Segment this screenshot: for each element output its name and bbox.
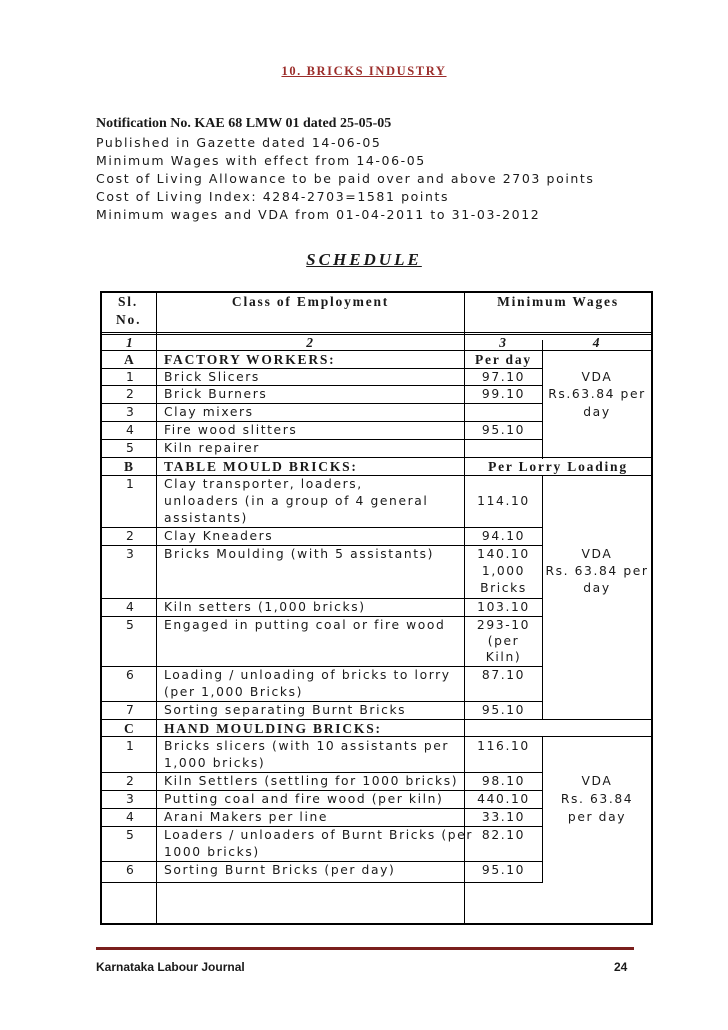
vda-b-amount: Rs. 63.84 per bbox=[545, 564, 649, 578]
row-rule bbox=[100, 598, 542, 599]
row-number: 1 bbox=[126, 370, 136, 384]
row-number: 4 bbox=[126, 810, 136, 824]
row-rate: 293-10 bbox=[476, 618, 531, 632]
row-rule bbox=[100, 882, 542, 883]
row-description: Bricks slicers (with 10 assistants per bbox=[164, 739, 450, 753]
row-number: 3 bbox=[126, 405, 136, 419]
row-description: Kiln setters (1,000 bricks) bbox=[164, 600, 366, 614]
section-b-title: TABLE MOULD BRICKS: bbox=[164, 459, 358, 474]
gazette-line: Published in Gazette dated 14-06-05 bbox=[96, 135, 382, 150]
row-rule bbox=[100, 772, 542, 773]
row-description: Arani Makers per line bbox=[164, 810, 329, 824]
section-c-code: C bbox=[124, 721, 136, 736]
row-number: 2 bbox=[126, 387, 136, 401]
schedule-title: SCHEDULE bbox=[306, 250, 422, 269]
row-description: Clay Kneaders bbox=[164, 529, 274, 543]
table-border-top bbox=[100, 291, 653, 293]
row-rate: 114.10 bbox=[477, 494, 530, 508]
row-rate: 95.10 bbox=[481, 423, 526, 437]
vda-c-unit: per day bbox=[567, 810, 627, 824]
row-rule bbox=[100, 861, 542, 862]
row-rate: 95.10 bbox=[481, 863, 526, 877]
vda-c-label: VDA bbox=[581, 774, 613, 788]
section-a-unit: Per day bbox=[475, 352, 532, 367]
row-description: Kiln repairer bbox=[164, 441, 260, 455]
row-rule bbox=[100, 368, 542, 369]
row-description: Loading / unloading of bricks to lorry bbox=[164, 668, 451, 682]
header-minimum-wages: Minimum Wages bbox=[497, 294, 619, 309]
row-number: 6 bbox=[126, 668, 136, 682]
row-rate: 33.10 bbox=[481, 810, 526, 824]
period-line: Minimum wages and VDA from 01-04-2011 to 31-03-2012 bbox=[96, 207, 541, 222]
row-description: Clay mixers bbox=[164, 405, 254, 419]
row-rule bbox=[100, 527, 542, 528]
row-rate: Kiln) bbox=[485, 650, 522, 664]
row-rate: 97.10 bbox=[481, 370, 526, 384]
row-rate: 82.10 bbox=[481, 828, 526, 842]
table-border-bottom bbox=[100, 923, 653, 925]
row-rule bbox=[100, 826, 542, 827]
row-number: 7 bbox=[126, 703, 136, 717]
header-class-of-employment: Class of Employment bbox=[231, 294, 390, 309]
row-rate: 103.10 bbox=[477, 600, 530, 614]
row-rate: 94.10 bbox=[481, 529, 526, 543]
row-rule bbox=[100, 790, 542, 791]
row-rate: 99.10 bbox=[481, 387, 526, 401]
row-rule bbox=[100, 616, 542, 617]
row-description: (per 1,000 Bricks) bbox=[164, 685, 304, 699]
row-description: Sorting separating Burnt Bricks bbox=[164, 703, 407, 717]
row-rule bbox=[100, 701, 542, 702]
row-rate: 87.10 bbox=[481, 668, 526, 682]
section-a-code: A bbox=[124, 352, 136, 367]
row-number: 4 bbox=[126, 600, 136, 614]
section-b-unit: Per Lorry Loading bbox=[488, 459, 628, 474]
row-description: assistants) bbox=[164, 511, 248, 525]
row-number: 3 bbox=[126, 547, 136, 561]
footer-journal-name: Karnataka Labour Journal bbox=[96, 960, 245, 974]
vda-b-label: VDA bbox=[581, 547, 613, 561]
row-rate: 95.10 bbox=[481, 703, 526, 717]
row-number: 5 bbox=[126, 441, 136, 455]
col-divider-3b bbox=[542, 476, 543, 719]
vda-a-label: VDA bbox=[581, 370, 613, 384]
row-number: 5 bbox=[126, 618, 136, 632]
vda-a-unit: day bbox=[583, 405, 611, 419]
row-rate: 140.10 bbox=[477, 547, 530, 561]
row-description: Clay transporter, loaders, bbox=[164, 477, 363, 491]
row-rule bbox=[100, 808, 542, 809]
row-rate: 116.10 bbox=[477, 739, 530, 753]
footer-rule bbox=[96, 947, 634, 950]
section-b-code: B bbox=[124, 459, 135, 474]
row-description: 1,000 bricks) bbox=[164, 756, 266, 770]
row-rate: (per bbox=[487, 634, 520, 648]
notification-line: Notification No. KAE 68 LMW 01 dated 25-05-05 bbox=[96, 116, 392, 131]
colnum-2: 2 bbox=[306, 335, 315, 350]
index-line: Cost of Living Index: 4284-2703=1581 points bbox=[96, 189, 450, 204]
row-number: 2 bbox=[126, 774, 136, 788]
row-number: 3 bbox=[126, 792, 136, 806]
row-description: Kiln Settlers (settling for 1000 bricks) bbox=[164, 774, 459, 788]
row-rate: 98.10 bbox=[481, 774, 526, 788]
header-sl: Sl. bbox=[118, 294, 139, 309]
row-number: 4 bbox=[126, 423, 136, 437]
row-rate: 440.10 bbox=[477, 792, 530, 806]
table-border-left bbox=[100, 291, 102, 925]
section-a-title: FACTORY WORKERS: bbox=[164, 352, 336, 367]
vda-a-amount: Rs.63.84 per bbox=[548, 387, 646, 401]
col-divider-1 bbox=[156, 291, 157, 925]
section-c-title: HAND MOULDING BRICKS: bbox=[164, 721, 382, 736]
colnum-4: 4 bbox=[592, 335, 602, 350]
header-rule bbox=[100, 332, 653, 333]
row-description: Engaged in putting coal or fire wood bbox=[164, 618, 446, 632]
row-description: Loaders / unloaders of Burnt Bricks (per bbox=[164, 828, 473, 842]
row-rate: Bricks bbox=[480, 581, 527, 595]
vda-c-amount: Rs. 63.84 bbox=[560, 792, 634, 806]
row-rule bbox=[100, 403, 542, 404]
table-border-right bbox=[651, 291, 653, 925]
wage-schedule-table bbox=[100, 291, 653, 925]
row-description: Putting coal and fire wood (per kiln) bbox=[164, 792, 444, 806]
row-description: Bricks Moulding (with 5 assistants) bbox=[164, 547, 435, 561]
effective-date-line: Minimum Wages with effect from 14-06-05 bbox=[96, 153, 426, 168]
footer-page-number: 24 bbox=[614, 960, 628, 974]
row-rule bbox=[100, 457, 653, 458]
allowance-line: Cost of Living Allowance to be paid over and above 2703 points bbox=[96, 171, 595, 186]
row-description: Fire wood slitters bbox=[164, 423, 298, 437]
row-description: Brick Burners bbox=[164, 387, 268, 401]
row-rule bbox=[100, 666, 542, 667]
row-rule bbox=[100, 545, 542, 546]
row-rule bbox=[100, 719, 653, 720]
row-description: unloaders (in a group of 4 general bbox=[164, 494, 429, 508]
row-number: 1 bbox=[126, 739, 136, 753]
row-rate: 1,000 bbox=[481, 564, 526, 578]
row-description: 1000 bricks) bbox=[164, 845, 260, 859]
row-number: 1 bbox=[126, 477, 136, 491]
row-description: Sorting Burnt Bricks (per day) bbox=[164, 863, 396, 877]
row-rule bbox=[100, 439, 542, 440]
row-number: 6 bbox=[126, 863, 136, 877]
row-number: 2 bbox=[126, 529, 136, 543]
vda-b-unit: day bbox=[583, 581, 611, 595]
header-no: No. bbox=[116, 312, 142, 327]
row-number: 5 bbox=[126, 828, 136, 842]
colnum-1: 1 bbox=[126, 335, 135, 350]
row-rule bbox=[100, 475, 653, 476]
section-heading: 10. BRICKS INDUSTRY bbox=[281, 64, 447, 78]
row-rule bbox=[100, 421, 542, 422]
colnum-3: 3 bbox=[499, 335, 508, 350]
row-description: Brick Slicers bbox=[164, 370, 260, 384]
